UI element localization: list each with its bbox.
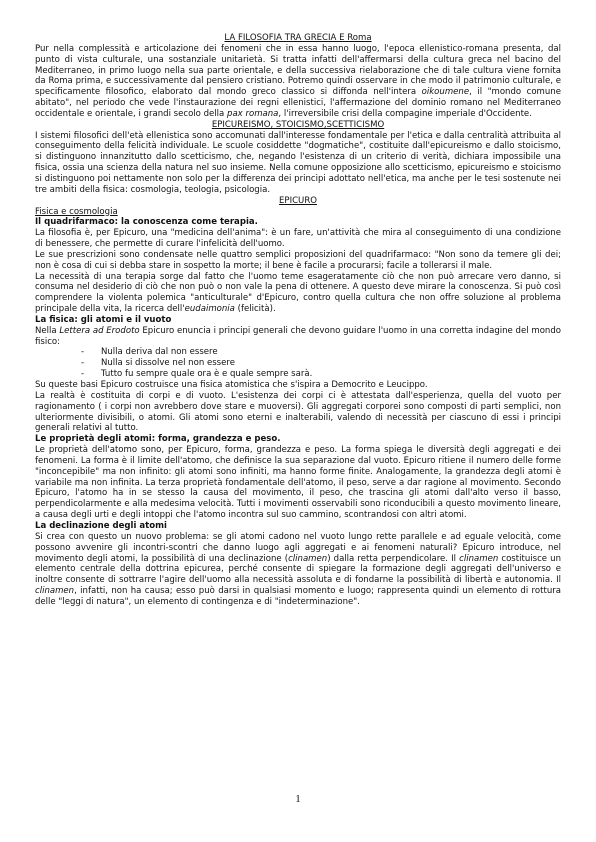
decl-text-b: ) dalla retta perpendicolare. Il <box>327 553 460 564</box>
proprieta-paragraph: Le proprietà dell'atomo sono, per Epicuro, forma, grandezza e peso. La forma spiega le diversità degli aggregati e dei fenomeni. La forma è il limite dell'atomo, che definisce la sua separazione dal vuoto. Epicuro ritiene il numero delle forme "inconcepibile" ma non infinito: gli atomi sono infiniti, ma hanno forme finite. Analogamente, la grandezza degli atomi è variabile ma non infinita. La terza proprietà fondamentale dell'atomo, il peso, serve a dar ragione al movimento. Secondo Epicuro, l'atomo ha in se stesso la causa del movimento, il peso, che trascina gli atomi dall'alto verso il basso, perpendicolarmente e alla medesima velocità. Tutti i movimenti osservabili sono riconducibili a questo movimento lineare, a causa degli urti e degli intoppi che l'atomo incontra sul suo cammino, scontrandosi con altri atomi. <box>35 445 561 521</box>
decl-text-c: costituisce un elemento centrale della dottrina epicurea, perché consente di spiegare la formazione degli aggregati dell'universo e inoltre consente di sottrarre l'agire dell'uomo alla necessità assoluta e di fondarne la possibilità di libertà e autonomia. Il <box>35 553 561 586</box>
quad-p3-text-a: La necessità di una terapia sorge dal fatto che l'uomo teme esageratamente ciò che non può arrecare vero danno, si consuma nel desiderio di ciò che non può o non vale la pena di ottenere. A questo deve mirare la conoscenza. Si può così comprendere la violenta polemica "anticulturale" d'Epicuro, contro quella cultura che non offre soluzione al problema principale della vita, la ricerca dell' <box>35 271 561 315</box>
heading-fisica-atomi: La fisica: gli atomi e il vuoto <box>35 314 172 325</box>
list-item: - Nulla si dissolve nel non essere <box>81 358 561 369</box>
fisica-paragraph-1 <box>35 326 561 348</box>
intro-paragraph <box>35 44 561 120</box>
declinazione-paragraph <box>35 532 561 608</box>
heading-proprieta-atomi: Le proprietà degli atomi: forma, grandezza e peso. <box>35 434 281 445</box>
intro-em-oikoumene: oikoumene <box>421 87 470 98</box>
fisica-paragraph-2: Su queste basi Epicuro costruisce una fisica atomistica che s'ispira a Democrito e Leucippo. <box>35 380 428 390</box>
section-heading-epicuro: EPICURO <box>279 195 317 206</box>
intro-text-b: , il "mondo comune abitato", nel periodo che vede l'instaurazione dei regni ellenistici, l'affermazione del dominio romano nel Mediterraneo occidentale e orientale, i grandi secolo della <box>35 87 561 119</box>
section-heading-schools: EPICUREISMO, STOICISMO,SCETTICISMO <box>211 119 385 130</box>
decl-text-a: Si crea con questo un nuovo problema: se gli atomi cadono nel vuoto lungo rette parallele e ad eguale velocità, come possono avvenire gli incontri-scontri che danno luogo agli aggregati e ai fenomeni naturali? Epicuro introduce, nel movimento degli atomi, la possibilità di una declinazione ( <box>35 531 561 564</box>
fisica-p1-em-lettera: Lettera ad Erodoto <box>59 325 140 336</box>
page-number: 1 <box>295 793 301 805</box>
list-item: - Nulla deriva dal non essere <box>81 347 561 358</box>
quadrifarmaco-paragraph-2: Le sue prescrizioni sono condensate nelle quattro semplici proposizioni del quadrifarmaco: "Non sono da temere gli dei; non è cosa di cui si debba stare in sospetto la morte; il bene è facile a procurarsi; facile a tollerarsi il male. <box>35 249 561 271</box>
fisica-p1-text-a: Nella <box>35 325 60 336</box>
intro-text-a: Pur nella complessità e articolazione dei fenomeni che in essa hanno luogo, l'epoca ellenistico-romana presenta, dal punto di vista culturale, una sostanziale unitarietà. Si tratta infatti dell'affermarsi della cultura greca nel bacino del Mediterraneo, in primo luogo nella sua parte orientale, e della successiva rielaborazione che di tale cultura viene fornita da Roma prima, e successivamente dal pensiero cristiano. Potremo quindi osservare in che modo il patrimonio culturale, e specificamente filosofico, elaborato dal mondo greco classico si diffonda nell'intera <box>35 43 561 98</box>
quad-p3-em-eudaimonia: eudaimonia <box>184 304 235 315</box>
document-title: LA FILOSOFIA TRA GRECIA E Roma <box>224 33 372 43</box>
quad-p3-text-b: (felicità). <box>234 304 276 315</box>
intro-text-c: , l'irreversibile crisi della compagine imperiale d'Occidente. <box>278 108 532 119</box>
fisica-p1-text-b: Epicuro enuncia i principi generali che devono guidare l'uomo in una corretta indagine del mondo fisico: <box>35 325 561 347</box>
heading-quadrifarmaco: Il quadrifarmaco: la conoscenza come terapia. <box>35 217 258 228</box>
intro-em-pax-romana: pax romana <box>227 108 279 119</box>
document-page <box>35 33 561 608</box>
decl-text-d: , infatti, non ha causa; esso può darsi in qualsiasi momento e luogo; rappresenta quindi un elemento di rottura delle "leggi di natura", un elemento di contingenza e di "indeterminazione". <box>35 586 561 607</box>
subheading-fisica-cosmologia: Fisica e cosmologia <box>35 206 118 217</box>
fisica-paragraph-3: La realtà è costituita di corpi e di vuoto. L'esistenza dei corpi ci è attestata dall'esperienza, quella del vuoto per ragionamento ( i corpi non avrebbero dove stare e muoversi). Gli aggregati corporei sono composti di parti semplici, non ulteriormente divisibili, o atomi. Gli atomi sono eterni e inalterabili, valendo di necessità per ciascuno di essi i principi generali relativi al tutto. <box>35 390 561 434</box>
principles-list <box>35 347 561 380</box>
decl-em-clinamen-2: clinamen <box>459 553 499 564</box>
heading-declinazione: La declinazione degli atomi <box>35 520 167 531</box>
schools-paragraph: I sistemi filosofici dell'età ellenistica sono accomunati dall'interesse fondamentale per l'etica e dalla centralità attribuita al conseguimento della felicità individuale. Le scuole cosiddette "dogmatiche", costituite dall'epicureismo e dallo stoicismo, si distinguono innanzitutto dallo scetticismo, che, negando l'esistenza di un criterio di verità, dichiara impossibile una fisica, ossia una scienza della natura nel suo insieme. Nella comune opposizione allo scetticismo, epicureismo e stoicismo si distinguono poi nettamente non solo per la differenza dei principi adottato nell'etica, ma anche per le tesi sostenute nei tre ambiti della fisica: cosmologia, teologia, psicologia. <box>35 130 561 195</box>
decl-em-clinamen-3: clinamen <box>35 586 75 597</box>
quadrifarmaco-paragraph-3 <box>35 272 561 315</box>
list-item: - Tutto fu sempre quale ora è e quale sempre sarà. <box>81 369 561 380</box>
quadrifarmaco-paragraph-1: La filosofia è, per Epicuro, una "medicina dell'anima": è un fare, un'attività che mira al conseguimento di una condizione di benessere, che permette di curare l'infelicità dell'uomo. <box>35 228 561 250</box>
decl-em-clinamen-1: clinamen <box>288 553 328 564</box>
